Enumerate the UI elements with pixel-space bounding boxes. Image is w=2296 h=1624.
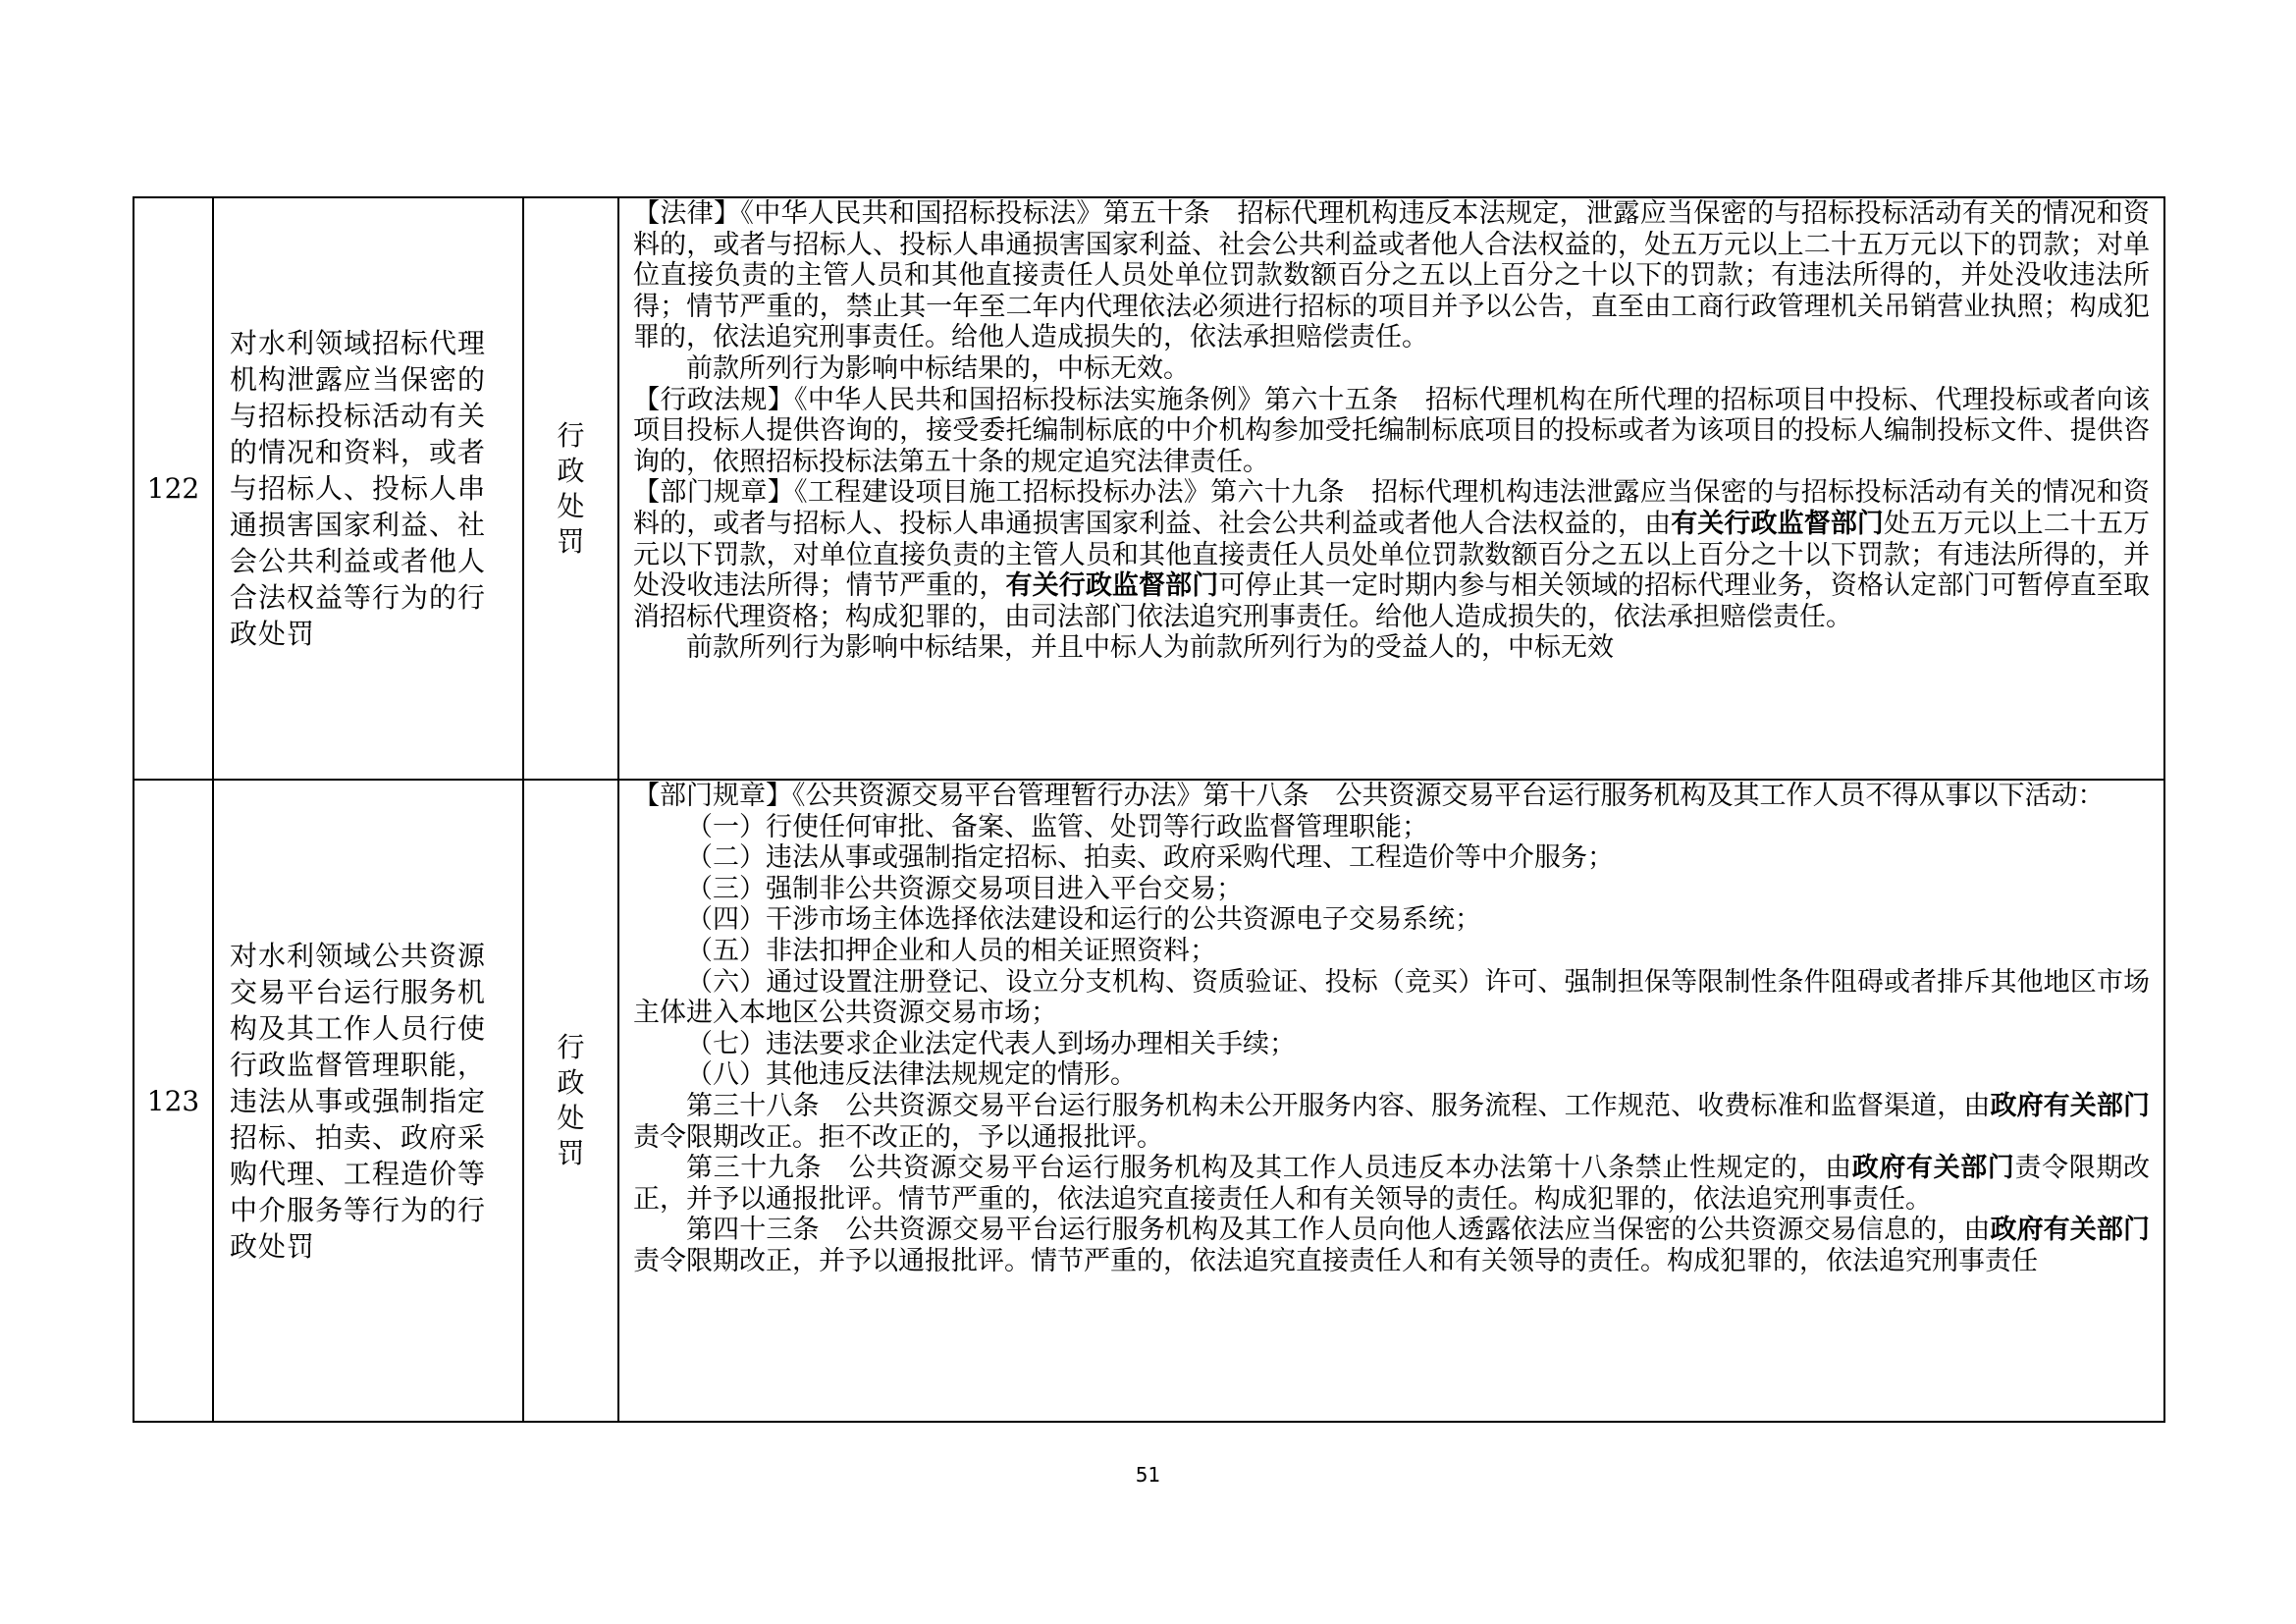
penalty-type-char: 罚 bbox=[557, 1137, 585, 1169]
basis-text: （三）强制非公共资源交易项目进入平台交易； bbox=[686, 873, 1243, 904]
basis-bold-text: 有关行政监督部门 bbox=[1671, 508, 1885, 539]
penalty-type-char: 处 bbox=[557, 1102, 585, 1134]
basis-text: 第三十九条 公共资源交易平台运行服务机构及其工作人员违反本办法第十八条禁止性规定的，由 bbox=[686, 1153, 1852, 1184]
basis-paragraph bbox=[633, 967, 2150, 1029]
basis-text: （五）非法扣押企业和人员的相关证照资料； bbox=[686, 935, 1216, 966]
basis-text: 责令限期改正。拒不改正的，予以通报批评。 bbox=[633, 1121, 1163, 1153]
basis-bold-text: 政府有关部门 bbox=[1990, 1215, 2151, 1246]
basis-text: 责令限期改正，并予以通报批评。情节严重的，依法追究直接责任人和有关领导的责任。构成犯罪的，依法追究刑事责任。 bbox=[633, 1153, 2151, 1215]
basis-paragraph bbox=[633, 1029, 2150, 1060]
basis-paragraph bbox=[633, 1215, 2150, 1276]
basis-paragraph bbox=[633, 632, 2150, 664]
basis-text: （七）违法要求企业法定代表人到场办理相关手续； bbox=[686, 1028, 1296, 1059]
legal-basis bbox=[618, 780, 2164, 1422]
basis-paragraph bbox=[633, 477, 2150, 632]
basis-text: 【行政法规】《中华人民共和国招标投标法实施条例》第六十五条 招标代理机构在所代理的招标项目中投标、代理投标或者向该项目投标人提供咨询的，接受委托编制标底的中介机构参加受托编制标底项目的投标或者为该项目的投标人编制投标文件、提供咨询的，依照招标投标法第五十条的规定追究法律责任。 bbox=[633, 384, 2150, 477]
penalty-type bbox=[523, 780, 618, 1422]
basis-text: 第三十八条 公共资源交易平台运行服务机构未公开服务内容、服务流程、工作规范、收费标准和监督渠道，由 bbox=[686, 1090, 1991, 1121]
basis-text: 处五万元以上二十五万元以下罚款，对单位直接负责的主管人员和其他直接责任人员处单位罚款数额百分之五以上百分之十以下罚款；有违法所得的，并处没收违法所得；情节严重的， bbox=[633, 508, 2151, 602]
penalty-type-char: 行 bbox=[557, 418, 585, 452]
basis-paragraph bbox=[633, 353, 2150, 385]
basis-text: 前款所列行为影响中标结果，并且中标人为前款所列行为的受益人的，中标无效 bbox=[686, 632, 1614, 664]
basis-bold-text: 政府有关部门 bbox=[1990, 1090, 2151, 1121]
basis-bold-text: 有关行政监督部门 bbox=[1005, 570, 1219, 602]
row-number: 123 bbox=[133, 780, 213, 1422]
basis-text: 前款所列行为影响中标结果的，中标无效。 bbox=[686, 352, 1190, 384]
basis-paragraph bbox=[633, 874, 2150, 905]
item-name: 对水利领域公共资源交易平台运行服务机构及其工作人员行使行政监督管理职能，违法从事或强制指定招标、拍卖、政府采购代理、工程造价等中介服务等行为的行政处罚 bbox=[213, 780, 523, 1422]
basis-text: （二）违法从事或强制指定招标、拍卖、政府采购代理、工程造价等中介服务； bbox=[686, 842, 1614, 874]
basis-paragraph bbox=[633, 781, 2150, 812]
page-number: 51 bbox=[1135, 1463, 1161, 1487]
legal-basis bbox=[618, 197, 2164, 780]
basis-text: 可停止其一定时期内参与相关领域的招标代理业务，资格认定部门可暂停直至取消招标代理资格；构成犯罪的，由司法部门依法追究刑事责任。给他人造成损失的，依法承担赔偿责任。 bbox=[633, 570, 2151, 632]
basis-paragraph bbox=[633, 936, 2150, 967]
basis-text: （八）其他违反法律法规规定的情形。 bbox=[686, 1059, 1137, 1091]
basis-text: 【部门规章】《公共资源交易平台管理暂行办法》第十八条 公共资源交易平台运行服务机构及其工作人员不得从事以下活动： bbox=[633, 781, 2105, 811]
basis-text: （六）通过设置注册登记、设立分支机构、资质验证、投标（竞买）许可、强制担保等限制性条件阻碍或者排斥其他地区市场主体进入本地区公共资源交易市场； bbox=[633, 966, 2150, 1029]
basis-paragraph bbox=[633, 1091, 2150, 1153]
basis-bold-text: 政府有关部门 bbox=[1851, 1153, 2015, 1184]
row-number: 122 bbox=[133, 197, 213, 780]
basis-paragraph bbox=[633, 904, 2150, 936]
penalty-table bbox=[133, 196, 2165, 1423]
basis-text: 第四十三条 公共资源交易平台运行服务机构及其工作人员向他人透露依法应当保密的公共资源交易信息的，由 bbox=[686, 1215, 1991, 1246]
penalty-type-char: 行 bbox=[557, 1031, 585, 1063]
basis-text: 【部门规章】《工程建设项目施工招标投标办法》第六十九条 招标代理机构违法泄露应当保密的与招标投标活动有关的情况和资料的，或者与招标人、投标人串通损害国家利益、社会公共利益或者他人合法权益的，由 bbox=[633, 477, 2150, 539]
basis-text: （四）干涉市场主体选择依法建设和运行的公共资源电子交易系统； bbox=[686, 904, 1481, 936]
table-row bbox=[133, 780, 2164, 1422]
penalty-type bbox=[523, 197, 618, 780]
penalty-type-char: 处 bbox=[557, 489, 585, 522]
basis-paragraph bbox=[633, 1059, 2150, 1091]
basis-paragraph bbox=[633, 812, 2150, 843]
penalty-type-char: 罚 bbox=[557, 524, 585, 558]
basis-paragraph bbox=[633, 385, 2150, 478]
basis-text: 【法律】《中华人民共和国招标投标法》第五十条 招标代理机构违反本法规定，泄露应当保密的与招标投标活动有关的情况和资料的，或者与招标人、投标人串通损害国家利益、社会公共利益或者他人合法权益的，处五万元以上二十五万元以下的罚款；对单位直接负责的主管人员和其他直接责任人员处单位罚款数额百分之五以上百分之十以下的罚款；有违法所得的，并处没收违法所得；情节严重的，禁止其一年至二年内代理依法必须进行招标的项目并予以公告，直至由工商行政管理机关吊销营业执照；构成犯罪的，依法追究刑事责任。给他人造成损失的，依法承担赔偿责任。 bbox=[633, 198, 2150, 353]
penalty-type-char: 政 bbox=[557, 454, 585, 487]
item-name: 对水利领域招标代理机构泄露应当保密的与招标投标活动有关的情况和资料，或者与招标人、投标人串通损害国家利益、社会公共利益或者他人合法权益等行为的行政处罚 bbox=[213, 197, 523, 780]
basis-paragraph bbox=[633, 1153, 2150, 1215]
basis-text: （一）行使任何审批、备案、监管、处罚等行政监督管理职能； bbox=[686, 811, 1428, 842]
basis-text: 责令限期改正，并予以通报批评。情节严重的，依法追究直接责任人和有关领导的责任。构成犯罪的，依法追究刑事责任 bbox=[633, 1245, 2038, 1276]
basis-paragraph bbox=[633, 842, 2150, 874]
basis-paragraph bbox=[633, 198, 2150, 353]
penalty-type-char: 政 bbox=[557, 1066, 585, 1099]
table-row bbox=[133, 197, 2164, 780]
